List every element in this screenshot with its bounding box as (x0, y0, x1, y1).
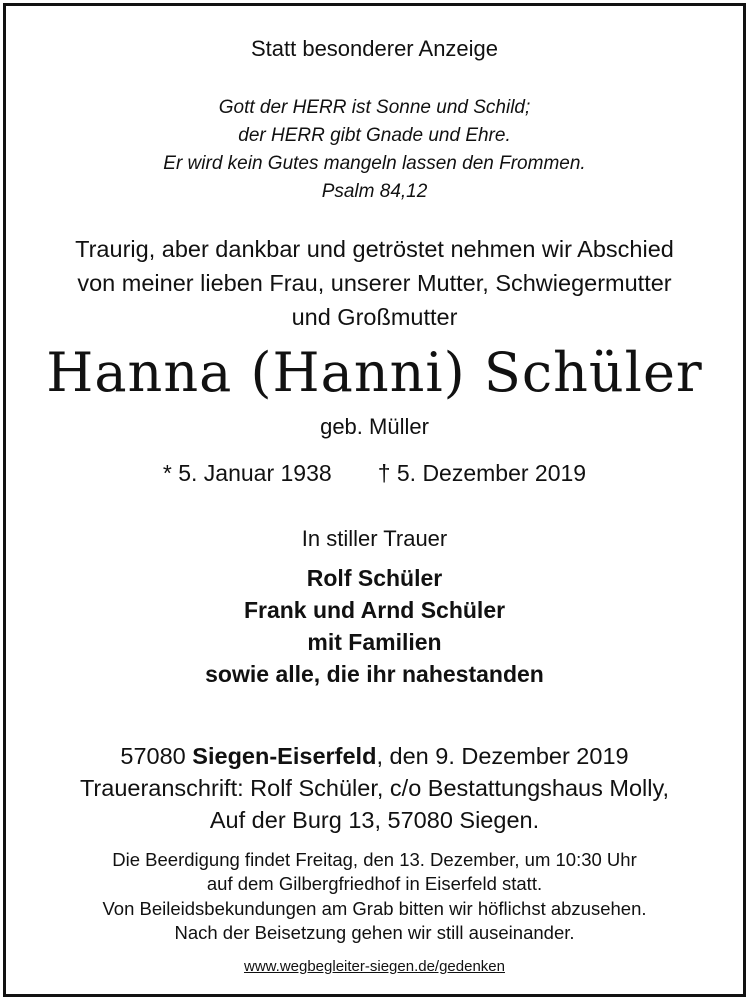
family-line-1: Rolf Schüler (306, 565, 443, 591)
mourning-label: In stiller Trauer (301, 526, 448, 551)
funeral-line-1: Die Beerdigung findet Freitag, den 13. Dezember, um 10:30 Uhr (112, 849, 637, 870)
funeral-line-2: auf dem Gilbergfriedhof in Eiserfeld statt. (206, 873, 543, 894)
place-postcode: 57080 (120, 743, 186, 769)
memorial-website-link[interactable]: www.wegbegleiter-siegen.de/gedenken (243, 958, 505, 975)
verse-reference: Psalm 84,12 (321, 181, 428, 202)
life-dates (6, 460, 743, 487)
verse-line-2: der HERR gibt Gnade und Ehre. (238, 125, 511, 146)
intro-line-3: und Großmutter (291, 304, 458, 330)
place-date-line (6, 740, 743, 772)
funeral-line-4: Nach der Beisetzung gehen wir still auseinander. (174, 922, 575, 943)
birth-name: geb. Müller (320, 414, 429, 439)
family-line-4: sowie alle, die ihr nahestanden (205, 661, 544, 687)
family-line-2: Frank und Arnd Schüler (243, 597, 506, 623)
verse-line-1: Gott der HERR ist Sonne und Schild; (218, 97, 531, 118)
death-date: † 5. Dezember 2019 (377, 460, 587, 486)
address-line-1: Traueranschrift: Rolf Schüler, c/o Bestattungshaus Molly, (79, 775, 670, 801)
place-date: , den 9. Dezember 2019 (376, 743, 629, 769)
place-name: Siegen-Eiserfeld (192, 743, 377, 769)
intro-line-1: Traurig, aber dankbar und getröstet nehmen wir Abschied (75, 236, 674, 262)
deceased-name: Hanna (Hanni) Schüler (46, 341, 703, 404)
funeral-line-3: Von Beileidsbekundungen am Grab bitten wir höflichst abzusehen. (102, 898, 647, 919)
obituary-notice (3, 3, 746, 997)
birth-date: * 5. Januar 1938 (162, 460, 332, 486)
family-line-3: mit Familien (307, 629, 442, 655)
verse-line-3: Er wird kein Gutes mangeln lassen den Frommen. (163, 153, 586, 174)
memorial-website (6, 958, 743, 975)
intro-line-2: von meiner lieben Frau, unserer Mutter, Schwiegermutter (77, 270, 672, 296)
notice-heading: Statt besonderer Anzeige (250, 36, 499, 61)
address-line-2: Auf der Burg 13, 57080 Siegen. (209, 807, 540, 833)
